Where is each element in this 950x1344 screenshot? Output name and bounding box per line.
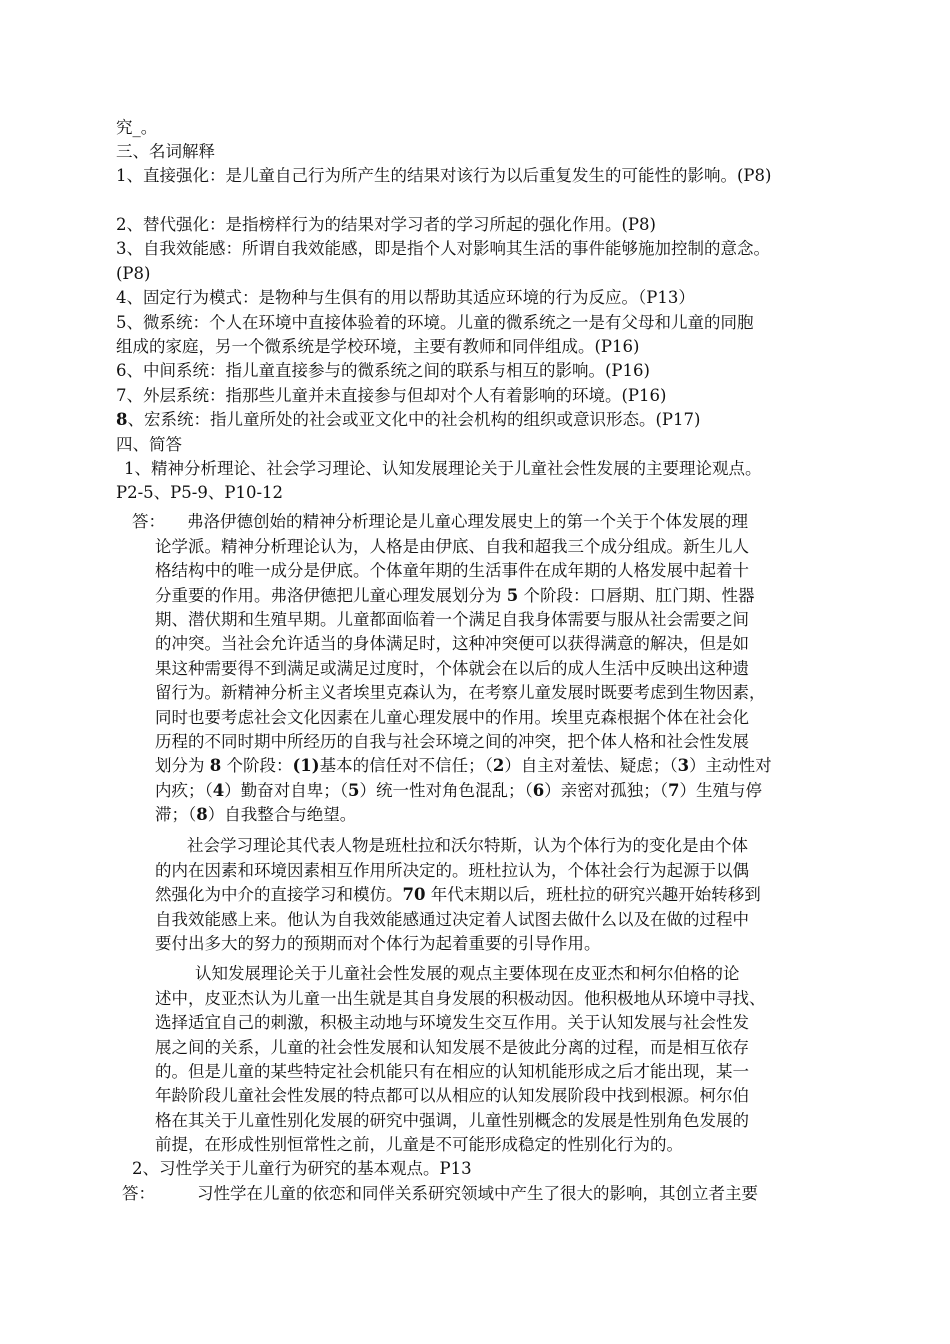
term-definition: 5、微系统：个人在环境中直接体验着的环境。儿童的微系统之一是有父母和儿童的同胞	[116, 313, 754, 332]
answer-text	[155, 779, 762, 803]
bold-number: 5	[347, 781, 360, 800]
answer-label: 答：	[132, 512, 165, 531]
bold-number: 2	[492, 756, 505, 775]
text-run: 个阶段：	[226, 756, 293, 775]
text-run: 基本的信任对不信任；（	[319, 756, 493, 775]
section-heading: 三、名词解释	[116, 142, 215, 161]
question-title: 1、精神分析理论、社会学习理论、认知发展理论关于儿童社会性发展的主要理论观点。	[124, 459, 762, 478]
term-definition: 1、直接强化：是儿童自己行为所产生的结果对该行为以后重复发生的可能性的影响。(P8)	[116, 166, 772, 185]
term-definition: 6、中间系统：指儿童直接参与的微系统之间的联系与相互的影响。(P16)	[116, 361, 650, 380]
answer-text: 述中，皮亚杰认为儿童一出生就是其自身发展的积极动因。他积极地从环境中寻找、	[155, 989, 766, 1008]
answer-text: 同时也要考虑社会文化因素在儿童心理发展中的作用。埃里克森根据个体在社会化	[155, 708, 749, 727]
text-run: 内疚；（	[155, 781, 213, 800]
answer-text: 社会学习理论其代表人物是班杜拉和沃尔特斯，认为个体行为的变化是由个体	[187, 836, 748, 855]
text-line: 究_。	[116, 118, 158, 137]
answer-text	[155, 883, 761, 907]
answer-label: 答：	[122, 1184, 155, 1203]
text-run: 个阶段：口唇期、肛门期、性器	[523, 586, 755, 605]
answer-text: 展之间的关系，儿童的社会性发展和认知发展不是彼此分离的过程，而是相互依存	[155, 1038, 749, 1057]
bold-number: 8	[196, 805, 208, 824]
answer-text: 历程的不同时期中所经历的自我与社会环境之间的冲突，把个体人格和社会性发展	[155, 732, 749, 751]
answer-text: 自我效能感上来。他认为自我效能感通过决定着人试图去做什么以及在做的过程中	[155, 910, 749, 929]
answer-text	[155, 754, 772, 778]
text-run: 、宏系统：指儿童所处的社会或亚文化中的社会机构的组织或意识形态。(P17)	[127, 410, 701, 429]
text-run: ）自主对羞怯、疑虑；（	[504, 756, 678, 775]
answer-text: 果这种需要得不到满足或满足过度时，个体就会在以后的成人生活中反映出这种遗	[155, 659, 749, 678]
answer-text: 论学派。精神分析理论认为，人格是由伊底、自我和超我三个成分组成。新生儿人	[155, 537, 749, 556]
answer-text: 弗洛伊德创始的精神分析理论是儿童心理发展史上的第一个关于个体发展的理	[187, 512, 748, 531]
answer-text: 格结构中的唯一成分是伊底。个体童年期的生活事件在成年期的人格发展中起着十	[155, 561, 749, 580]
text-line: (P8)	[116, 264, 151, 283]
text-run: 年代末期以后，班杜拉的研究兴趣开始转移到	[430, 885, 761, 904]
term-definition: 7、外层系统：指那些儿童并未直接参与但却对个人有着影响的环境。(P16)	[116, 386, 667, 405]
text-run: 划分为	[155, 756, 205, 775]
bold-number: (1)	[292, 756, 320, 775]
bold-number: 6	[532, 781, 545, 800]
text-run: 然强化为中介的直接学习和模仿。	[155, 885, 403, 904]
text-run: 滞；（	[155, 805, 197, 824]
text-run: 分重要的作用。弗洛伊德把儿童心理发展划分为	[155, 586, 502, 605]
bold-number: 7	[667, 781, 680, 800]
text-run: ）亲密对孤独；（	[544, 781, 668, 800]
answer-text: 年龄阶段儿童社会性发展的特点都可以从相应的认知发展阶段中找到根源。柯尔伯	[155, 1086, 749, 1105]
term-definition: 4、固定行为模式：是物种与生俱有的用以帮助其适应环境的行为反应。（P13）	[116, 288, 695, 307]
answer-text	[155, 803, 356, 827]
bold-number: 5	[506, 586, 519, 605]
answer-text: 的冲突。当社会允许适当的身体满足时，这种冲突便可以获得满意的解决，但是如	[155, 634, 749, 653]
term-definition: 2、替代强化：是指榜样行为的结果对学习者的学习所起的强化作用。(P8)	[116, 215, 656, 234]
text-run: ）生殖与停	[679, 781, 762, 800]
text-run: ）勤奋对自卑；（	[224, 781, 348, 800]
text-run: ）统一性对角色混乱；（	[359, 781, 533, 800]
answer-text: 格在其关于儿童性别化发展的研究中强调，儿童性别概念的发展是性别角色发展的	[155, 1111, 749, 1130]
bold-number: 8	[209, 756, 222, 775]
term-definition: 3、自我效能感：所谓自我效能感，即是指个人对影响其生活的事件能够施加控制的意念。	[116, 239, 770, 258]
term-definition	[116, 408, 700, 432]
answer-text: 认知发展理论关于儿童社会性发展的观点主要体现在皮亚杰和柯尔伯格的论	[195, 964, 740, 983]
section-heading: 四、简答	[116, 435, 182, 454]
bold-number: 3	[677, 756, 690, 775]
answer-text: 期、潜伏期和生殖早期。儿童都面临着一个满足自我身体需要与服从社会需要之间	[155, 610, 749, 629]
bold-number: 4	[212, 781, 225, 800]
answer-text: 习性学在儿童的依恋和同伴关系研究领域中产生了很大的影响，其创立者主要	[197, 1184, 758, 1203]
answer-text: 选择适宜自己的刺激，积极主动地与环境发生交互作用。关于认知发展与社会性发	[155, 1013, 749, 1032]
answer-text: 留行为。新精神分析主义者埃里克森认为，在考察儿童发展时既要考虑到生物因素，	[155, 683, 766, 702]
bold-number: 8	[116, 410, 128, 429]
question-title: 2、习性学关于儿童行为研究的基本观点。P13	[132, 1159, 472, 1178]
answer-text: 前提，在形成性别恒常性之前，儿童是不可能形成稳定的性别化行为的。	[155, 1135, 683, 1154]
page-reference: P2-5、P5-9、P10-12	[116, 483, 284, 502]
answer-text	[155, 584, 754, 608]
answer-text: 要付出多大的努力的预期而对个体行为起着重要的引导作用。	[155, 934, 601, 953]
answer-text: 的内在因素和环境因素相互作用所决定的。班杜拉认为，个体社会行为起源于以偶	[155, 861, 749, 880]
text-run: ）主动性对	[689, 756, 772, 775]
text-run: ）自我整合与绝望。	[207, 805, 357, 824]
bold-number: 70	[402, 885, 426, 904]
text-line: 组成的家庭，另一个微系统是学校环境，主要有教师和同伴组成。(P16)	[116, 337, 640, 356]
answer-text: 的。但是儿童的某些特定社会机能只有在相应的认知机能形成之后才能出现，某一	[155, 1062, 749, 1081]
